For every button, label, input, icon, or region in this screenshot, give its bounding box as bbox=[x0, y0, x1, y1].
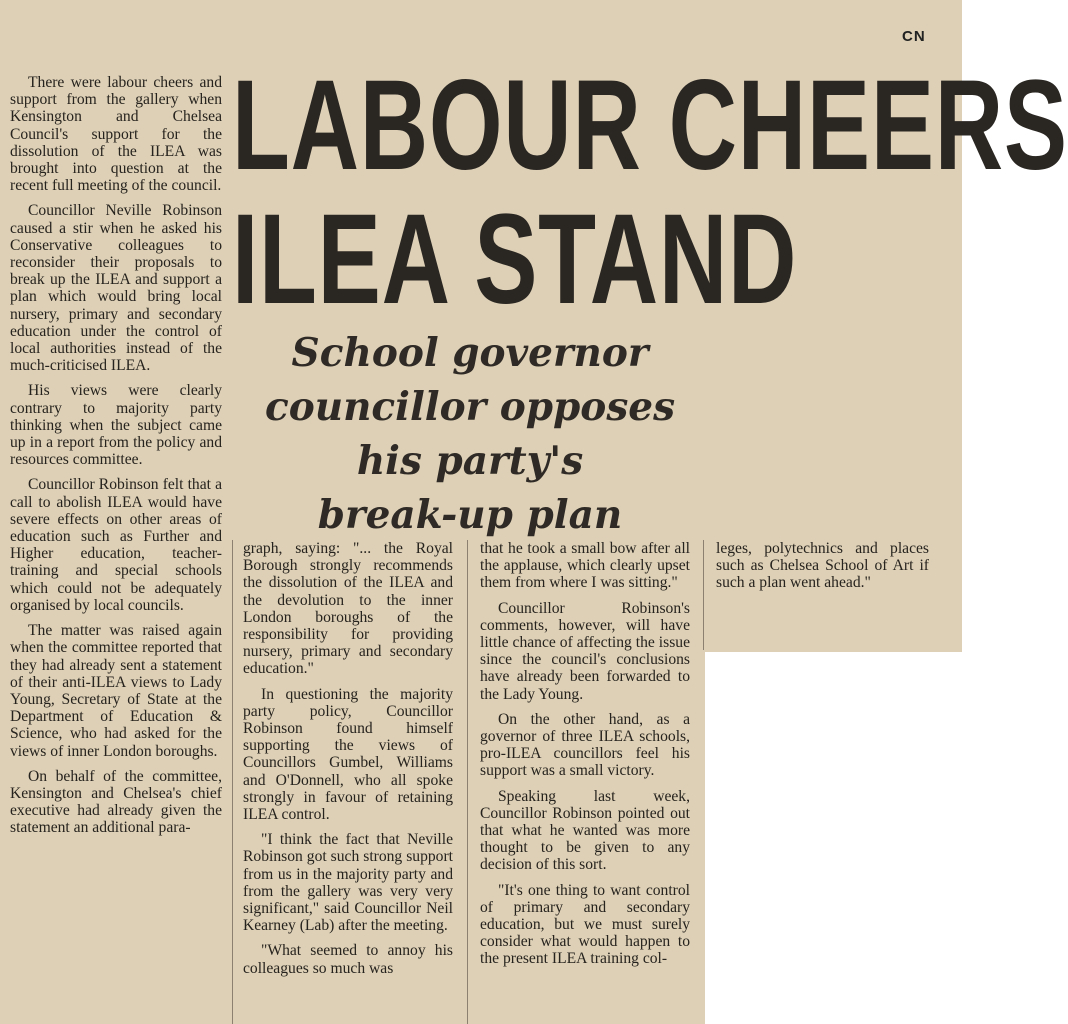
column-rule bbox=[232, 540, 233, 1024]
paragraph: Councillor Robinson's comments, however, will have little chance of affecting the issue since the council's conclusions have already been forwarded to the Lady Young. bbox=[480, 599, 690, 703]
paragraph: that he took a small bow after all the applause, which clearly upset them from where I was sitting." bbox=[480, 540, 690, 592]
paragraph: Councillor Robinson felt that a call to abolish ILEA would have severe effects on other areas of education such as Further and Higher education, teacher-training and special schools which could not be adequately organised by local councils. bbox=[10, 476, 222, 614]
paragraph: On behalf of the committee, Kensington and Chelsea's chief executive had already given the statement an additional para- bbox=[10, 767, 222, 837]
paragraph: "I think the fact that Neville Robinson got such strong support from us in the majority party and from the gallery was very very significant," said Councillor Neil Kearney (Lab) after the meeting. bbox=[243, 831, 453, 935]
paragraph: On the other hand, as a governor of three ILEA schools, pro-ILEA councillors feel his support was a small victory. bbox=[480, 710, 690, 780]
paragraph: Speaking last week, Councillor Robinson pointed out that what he wanted was more thought to be given to any decision of this sort. bbox=[480, 787, 690, 874]
paragraph: There were labour cheers and support from the gallery when Kensington and Chelsea Council's support for the dissolution of the ILEA was brought into question at the recent full meeting of the council. bbox=[10, 74, 222, 195]
paragraph: The matter was raised again when the committee reported that they had already sent a statement of their anti-ILEA views to Lady Young, Secretary of State at the Department of Education & Science, who had asked for the views of inner London boroughs. bbox=[10, 622, 222, 760]
paragraph: In questioning the majority party policy, Councillor Robinson found himself supporting the views of Councillors Gumbel, Williams and O'Donnell, who all spoke strongly in favour of retaining ILEA control. bbox=[243, 685, 453, 824]
paragraph: leges, polytechnics and places such as Chelsea School of Art if such a plan went ahead." bbox=[716, 540, 929, 592]
headline bbox=[232, 54, 1068, 331]
article-column-1 bbox=[10, 74, 222, 845]
paragraph: Councillor Neville Robinson caused a stir when he asked his Conservative colleagues to reconsider their proposals to break up the ILEA and support a plan which would bring local nursery, primary and secondary education under the control of local authorities instead of the much-criticised ILEA. bbox=[10, 202, 222, 375]
subheadline-line: School governor bbox=[291, 330, 649, 376]
clipping-tag: CN bbox=[902, 28, 926, 45]
subheadline-line: councillor opposes bbox=[264, 384, 676, 430]
headline-line-1: LABOUR CHEERS bbox=[232, 54, 1068, 197]
article-column-3 bbox=[480, 540, 690, 976]
paragraph: "It's one thing to want control of primary and secondary education, but we must surely consider what would happen to the present ILEA training col- bbox=[480, 881, 690, 968]
paragraph: His views were clearly contrary to majority party thinking when the subject came up in a report from the policy and resources committee. bbox=[10, 382, 222, 469]
subheadline-line: his party's bbox=[356, 438, 584, 484]
column-rule bbox=[703, 540, 704, 650]
article-column-4 bbox=[716, 540, 929, 600]
paragraph: graph, saying: "... the Royal Borough strongly recommends the dissolution of the ILEA and the devolution to the inner London boroughs of the responsibility for providing nursery, primary and secondary education." bbox=[243, 540, 453, 678]
paragraph: "What seemed to annoy his colleagues so much was bbox=[243, 942, 453, 977]
subheadline bbox=[240, 326, 700, 542]
clipping-cutout bbox=[705, 652, 962, 1024]
headline-line-2: ILEA STAND bbox=[232, 188, 798, 331]
column-rule bbox=[467, 540, 468, 1024]
article-column-2 bbox=[243, 540, 453, 985]
subheadline-line: break-up plan bbox=[317, 492, 623, 538]
